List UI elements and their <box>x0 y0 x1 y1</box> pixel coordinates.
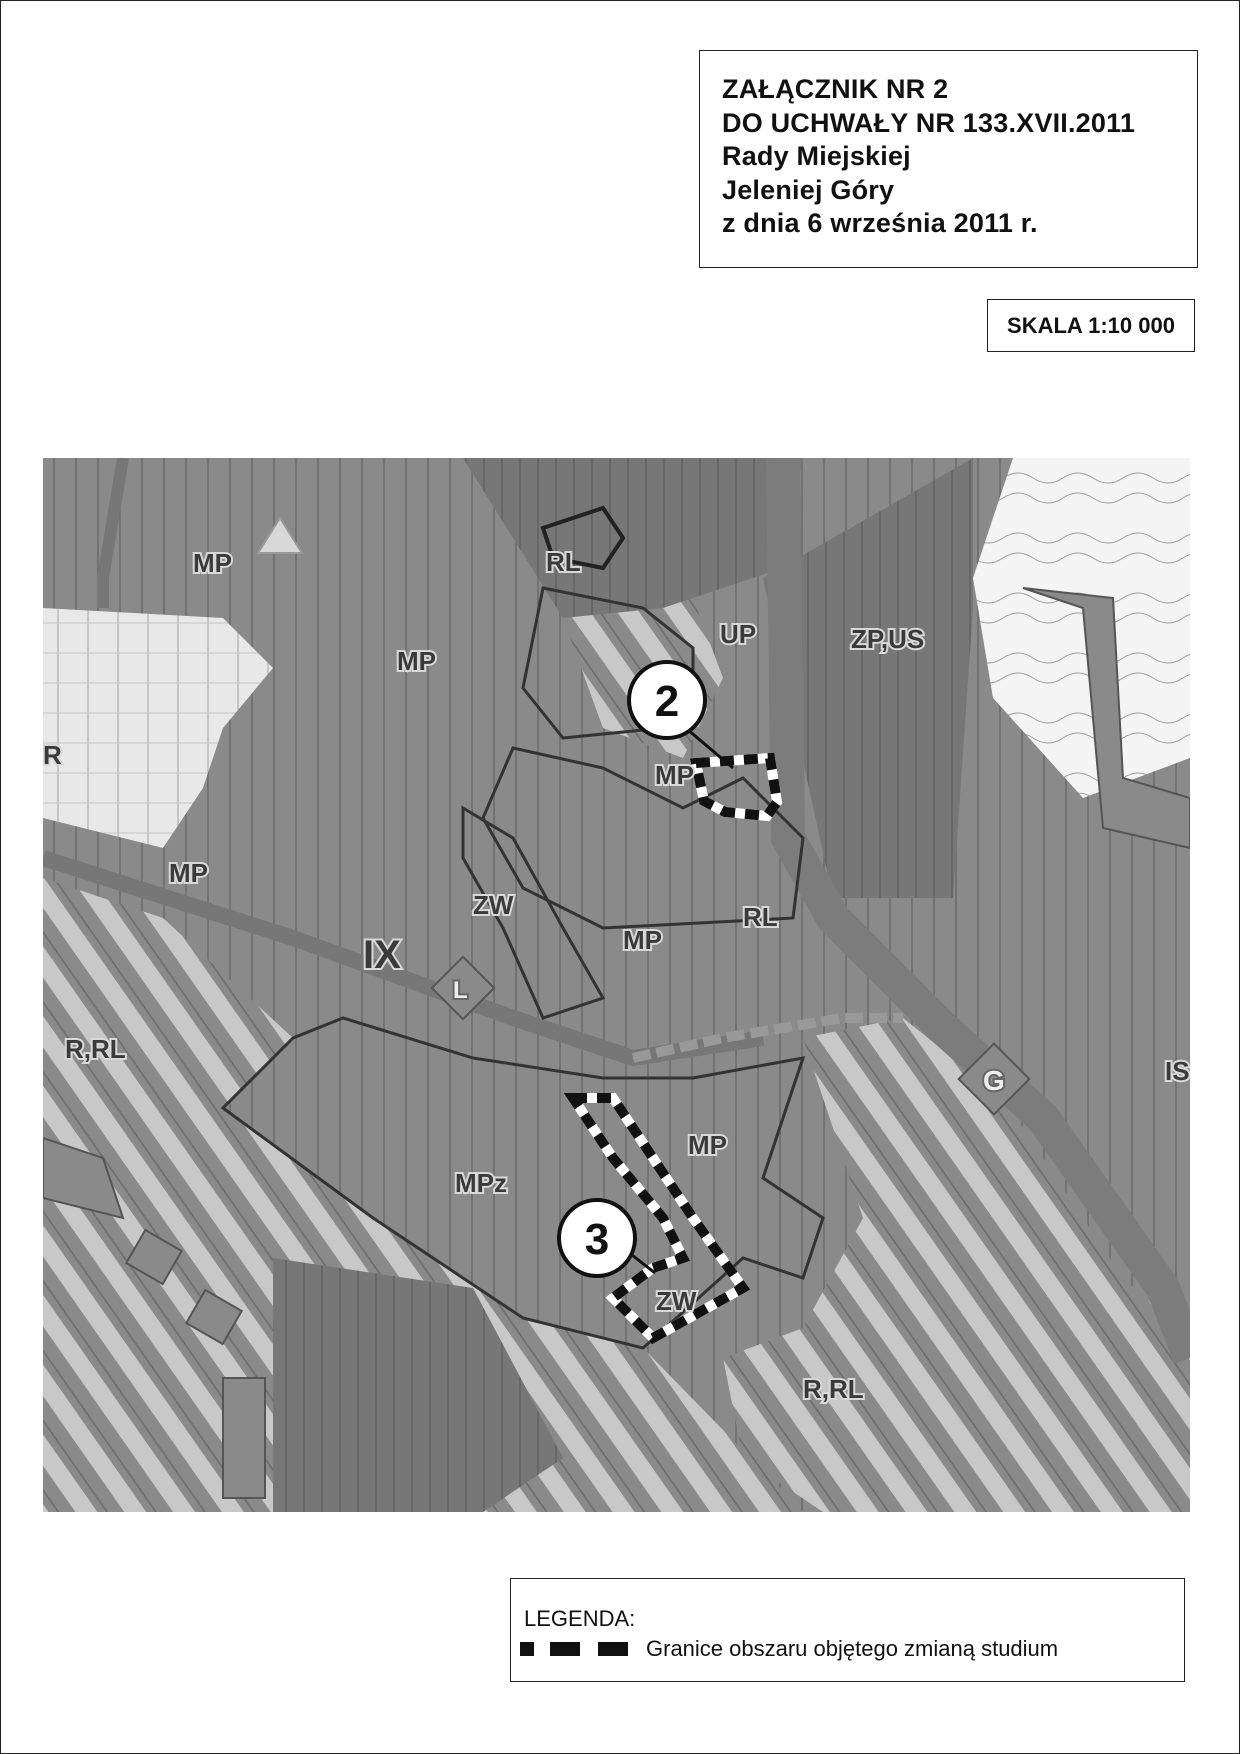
legend-box <box>510 1578 1185 1682</box>
annex-title-line-5: z dnia 6 września 2011 r. <box>722 208 1038 238</box>
zone-label-up: UP <box>720 619 757 649</box>
zone-label-mp-6: MP <box>688 1130 727 1160</box>
area-marker-3: 3 <box>584 1215 610 1264</box>
zone-label-mp-5: MP <box>623 925 662 955</box>
zone-label-mp-3: MP <box>655 760 694 790</box>
zoning-map <box>43 458 1190 1512</box>
zone-label-rl-2: RL <box>743 902 778 932</box>
zone-label-mpz: MPz <box>455 1168 507 1198</box>
annex-title-line-2: DO UCHWAŁY NR 133.XVII.2011 <box>722 107 1136 138</box>
annex-title-line-1: ZAŁĄCZNIK NR 2 <box>722 74 949 104</box>
road-label-g: G <box>983 1065 1005 1096</box>
zone-label-mp-1: MP <box>193 548 232 578</box>
zone-label-zw-2: ZW <box>656 1286 697 1316</box>
scale-label: SKALA 1:10 000 <box>987 299 1195 352</box>
zone-label-r-rl-2: R,RL <box>803 1374 864 1404</box>
zone-label-mp-4: MP <box>169 858 208 888</box>
legend-title: LEGENDA: <box>524 1606 636 1631</box>
annex-title-line-4: Jeleniej Góry <box>722 174 895 205</box>
district-label-ix: IX <box>363 933 401 977</box>
dashed-boundary-icon <box>520 1642 636 1656</box>
zone-label-rl-1: RL <box>546 547 581 577</box>
legend-item-label: Granice obszaru objętego zmianą studium <box>646 1636 1059 1661</box>
area-marker-2: 2 <box>654 677 680 726</box>
road-label-l: L <box>453 977 468 1004</box>
zone-label-r: R <box>43 740 62 770</box>
building-block-southwest-3 <box>223 1378 265 1498</box>
zone-label-is: IS <box>1165 1056 1190 1086</box>
zone-label-r-rl-1: R,RL <box>65 1034 126 1064</box>
zone-label-zw-1: ZW <box>473 890 514 920</box>
zone-label-zp-us: ZP,US <box>851 624 925 654</box>
annex-title-line-3: Rady Miejskiej <box>722 141 911 171</box>
zone-label-mp-2: MP <box>397 646 436 676</box>
annex-title-box <box>699 50 1198 268</box>
